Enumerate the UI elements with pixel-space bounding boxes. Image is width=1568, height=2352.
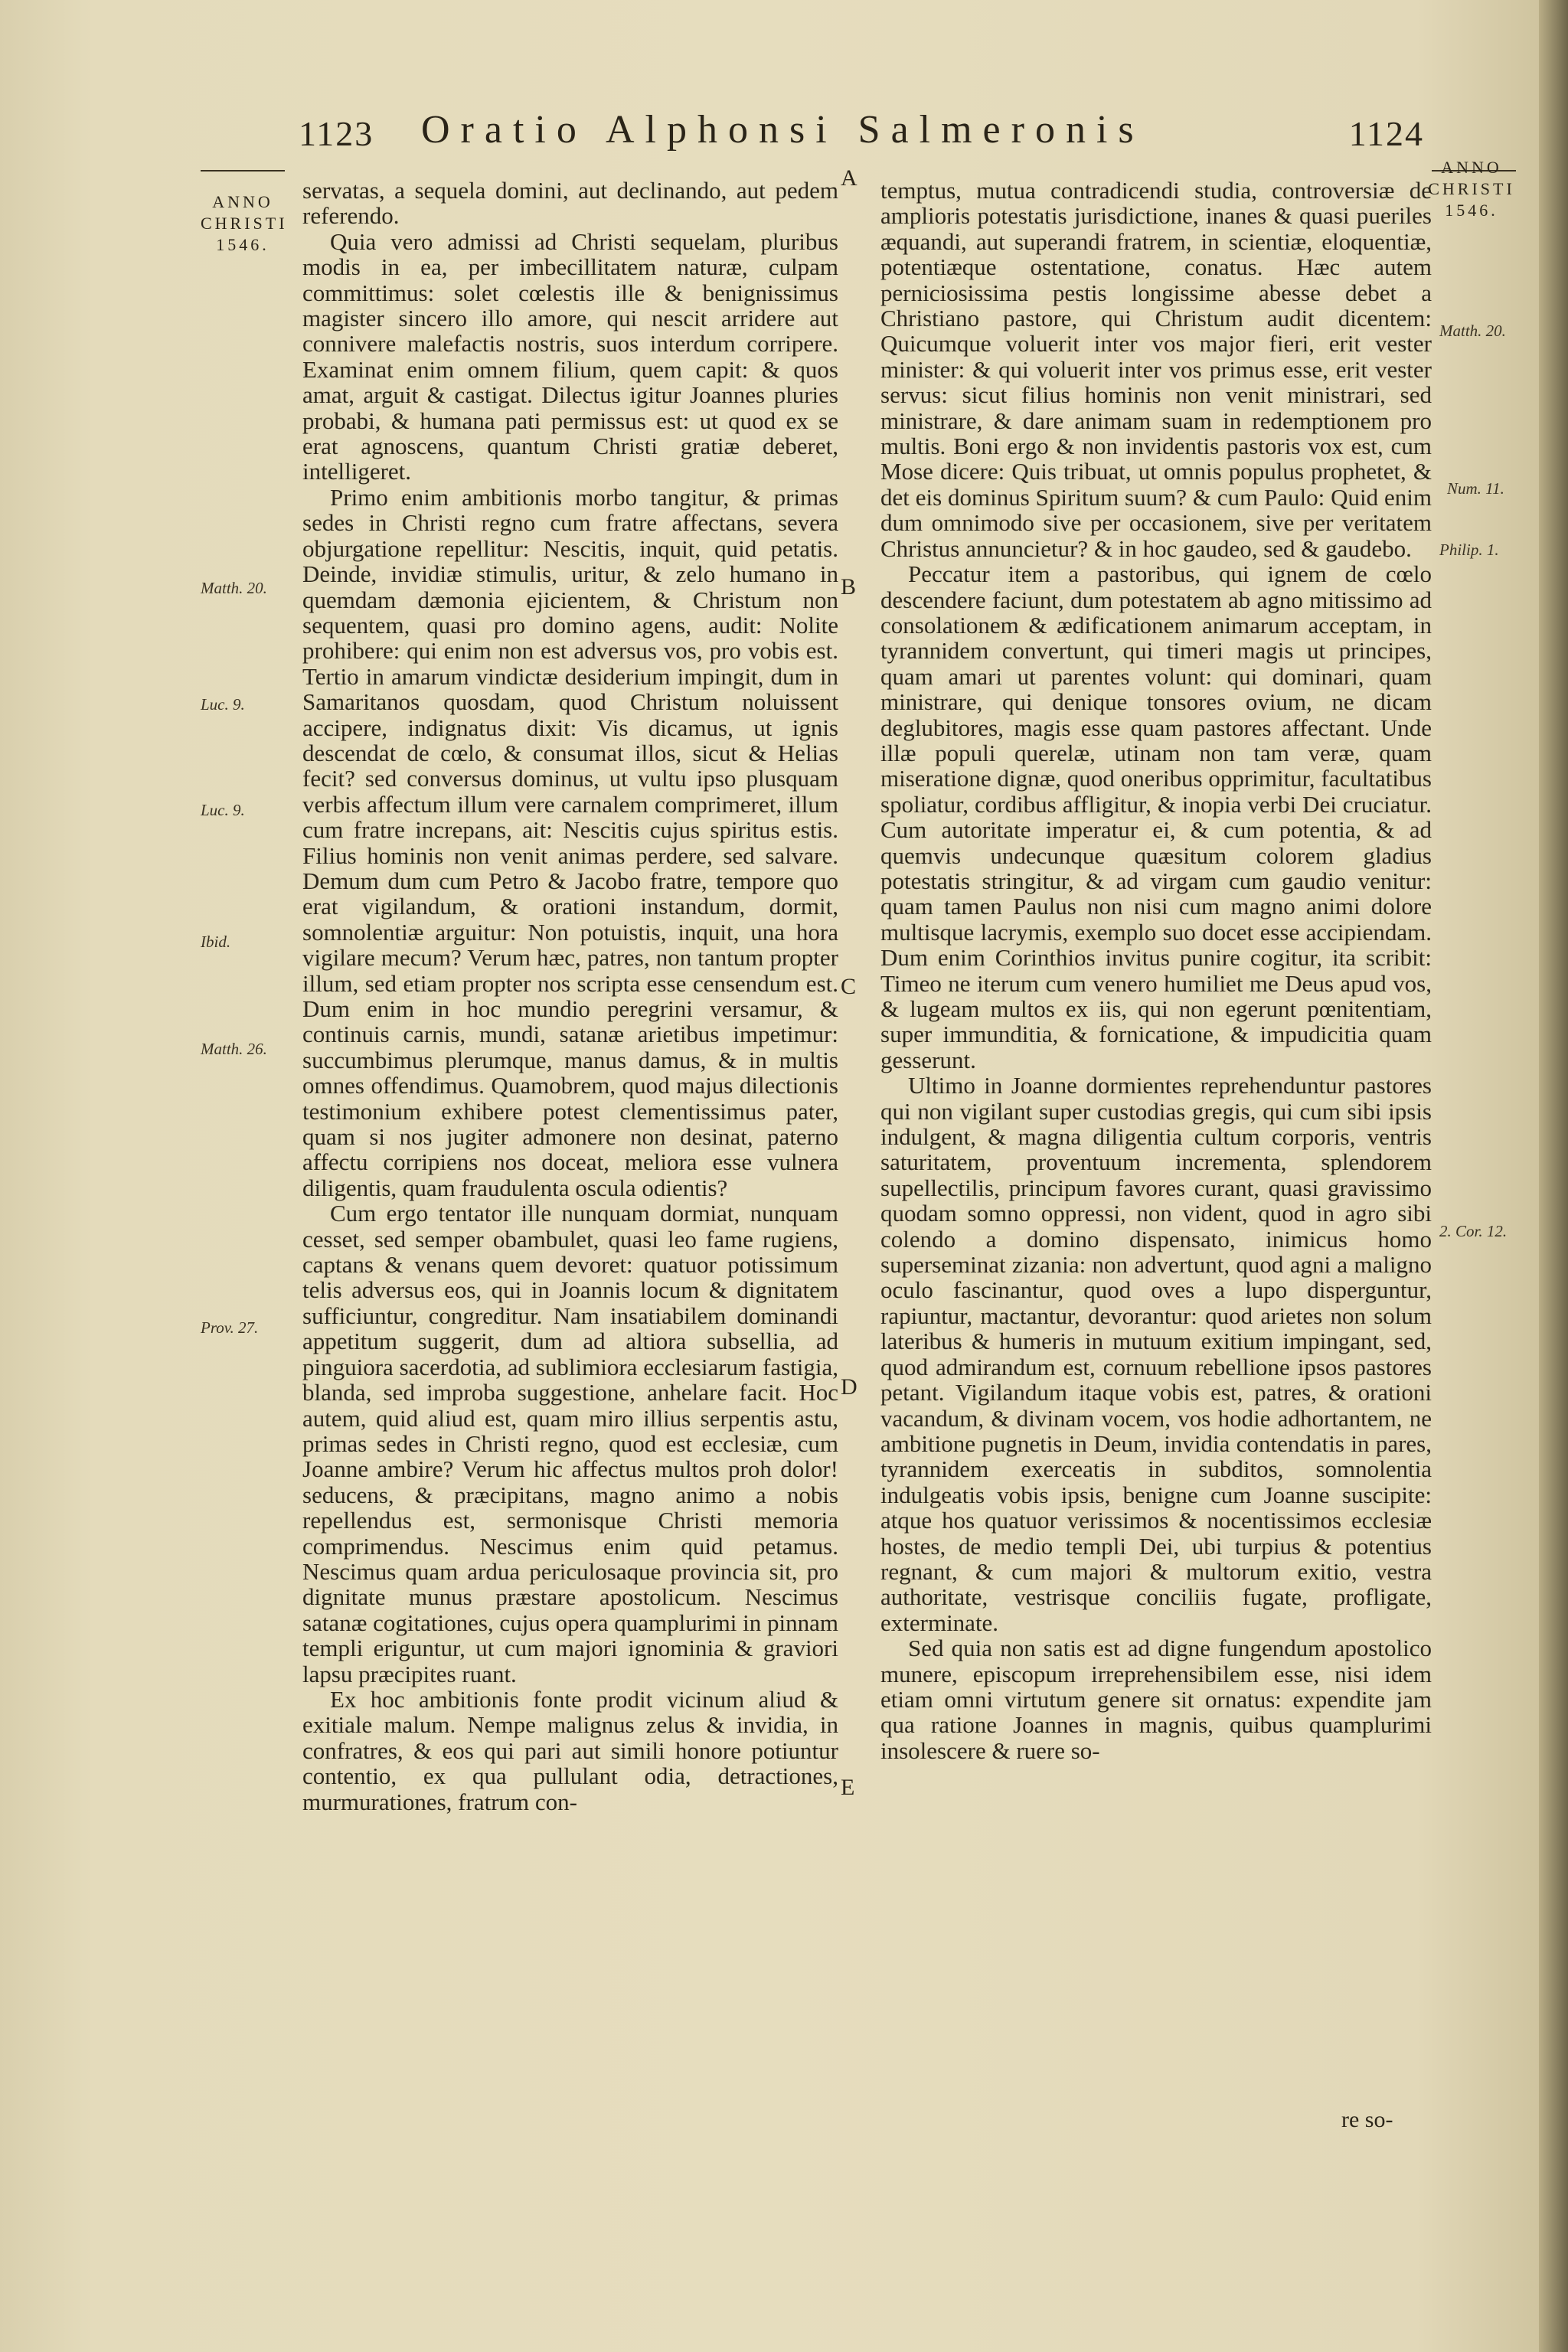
- paragraph: servatas, a sequela domini, aut declinando, aut pedem referendo.: [302, 177, 838, 230]
- margin-note-right: Philip. 1.: [1439, 541, 1499, 559]
- year-label: 1546.: [1445, 201, 1498, 220]
- section-letter: A: [841, 165, 858, 191]
- running-header: [299, 107, 1439, 161]
- page-number-left: 1123: [299, 114, 374, 153]
- year-label: 1546.: [216, 235, 270, 254]
- section-letter: E: [841, 1775, 855, 1800]
- catchword: re so-: [1341, 2107, 1393, 2132]
- paragraph: temptus, mutua contradicendi studia, controversiæ de amplioris potestatis jurisdictione, inanes & quasi pueriles æquandi, aut superandi fratrem, in scientiæ, eloquentiæ, potentiæque ostentatione, conatus. Hæc autem perniciosissima pestis longissime abesse debet a Christiano pastore, qui Christum audit dicentem: Quicumque voluerit inter vos major fieri, erit vester minister: & qui voluerit inter vos primus esse, erit vester servus: sicut filius hominis non venit ministrari, sed ministrare, & dare animam suam in redemptionem pro multis. Boni ergo & non invidentis pastoris vox est, cum Mose dicere: Quis tribuat, ut omnis populus prophetet, & det eis dominus Spiritum suum? & cum Paulo: Quid enim dum omnimodo sive per occasionem, sive per veritatem Christus annuncietur? & in hoc gaudeo, sed & gaudebo.: [880, 177, 1432, 562]
- section-letter: B: [841, 574, 857, 599]
- running-title: Oratio Alphonsi Salmeronis: [421, 108, 1145, 152]
- margin-note-left: Matth. 26.: [201, 1040, 267, 1058]
- book-spine: [1539, 0, 1568, 2352]
- paragraph: Cum ergo tentator ille nunquam dormiat, nunquam cesset, sed semper obambulet, quasi leo fame rugiens, captans & venans quem devoret: quatuor potissimum telis adversus eos, qui in Joannis locum & dignitatem sufficiuntur, congreditur. Nam insatiabilem dominandi appetitum suggerit, dum ad altiora subsellia, ad pinguiora sacerdotia, ad sublimiora ecclesiarum fastigia, blanda, sed improba suggestione, anhelare facit. Hoc autem, quid aliud est, quam miro illius serpentis astu, primas sedes in Christi regno, quod est ecclesiæ, cum Joanne ambire? Verum hic affectus multos proh dolor! seducens, & præcipitans, magno animo a nobis repellendus est, sermonisque Christi memoria comprimendus. Nescimus enim quid petamus. Nescimus quam ardua periculosaque provincia sit, pro dignitate munus præstare apostolicum. Nescimus satanæ cogitationes, cujus opera quamplurimi in pinnam templi eriguntur, ut cum majori ignominia & graviori lapsu præcipites ruant.: [302, 1200, 838, 1687]
- paragraph: Sed quia non satis est ad digne fungendum apostolico munere, episcopum irreprehensibilem esse, nisi idem etiam omni virtutum genere sit ornatus: expendite jam qua ratione Joannes in magnis, quibus quamplurimi insolescere & ruere so-: [880, 1635, 1432, 1764]
- anno-label: ANNO: [212, 192, 273, 211]
- text-column-right: [880, 178, 1432, 1763]
- christi-label: CHRISTI: [1428, 179, 1515, 198]
- margin-note-left: Luc. 9.: [201, 801, 245, 819]
- paragraph: Peccatur item a pastoribus, qui ignem de cœlo descendere faciunt, dum potestatem ab agno mitissimo ad consolationem & ædificationem animarum acceptam, in tyrannidem convertunt, qui timeri magis ut principes, quam amari ut parentes volunt: qui dominari, quam ministrare, qui denique tonsores ovium, ne dicam deglubitores, magis esse quam pastores affectant. Unde illæ populi querelæ, utinam non tam veræ, quam miseratione dignæ, quod oneribus opprimitur, facultatibus spoliatur, cordibus affligitur, & inopia verbi Dei cruciatur. Cum autoritate imperatur ei, & cum potentia, & ad quemvis undecunque quæsitum colorem gladius potestatis stringitur, & ad virgam cum gaudio venitur: quam tamen Paulus non nisi cum magno animi dolore multisque lacrymis, exemplo suo docet esse accipiendam. Dum enim Corinthios invitus punire cogitur, ita scribit: Timeo ne iterum cum venero humiliet me Deus apud vos, & lugeam multos ex iis, qui non egerunt pœnitentiam, super immunditia, & fornicatione, & impudicitia quam gesserunt.: [880, 560, 1432, 1073]
- margin-note-right: Num. 11.: [1447, 479, 1504, 498]
- margin-note-right: Matth. 20.: [1439, 322, 1506, 340]
- paragraph: Ex hoc ambitionis fonte prodit vicinum aliud & exitiale malum. Nempe malignus zelus & invidia, in confratres, & eos qui pari aut simili honore potiuntur contentio, ex qua pullulant odia, detractiones, murmurationes, fratrum con-: [302, 1685, 838, 1815]
- margin-note-right: 2. Cor. 12.: [1439, 1222, 1508, 1240]
- margin-note-left: Matth. 20.: [201, 579, 267, 597]
- christi-label: CHRISTI: [201, 214, 288, 233]
- page-number-right: 1124: [1348, 114, 1424, 153]
- anno-label: ANNO: [1441, 158, 1502, 177]
- margin-note-left: Ibid.: [201, 933, 231, 951]
- year-note-right: [1426, 157, 1517, 221]
- section-letter: D: [841, 1374, 858, 1400]
- margin-note-left: Luc. 9.: [201, 695, 245, 714]
- paragraph: Ultimo in Joanne dormientes reprehenduntur pastores qui non vigilant super custodias gregis, qui cum sibi ipsis indulgent, & magna diligentia cultum corporis, ventris saturitatem, proventuum incrementa, splendorem supellectilis, principum favores curant, quasi gravissimo quodam somno oppressi, non vident, quod in agro sibi colendo a domino dispensato, inimicus homo superseminat zizania: non advertunt, quod agni a maligno oculo fascinantur, quod oves a lupo disperguntur, rapiuntur, mactantur, devorantur: quod arietes non solum lateribus & humeris in mutuum exitium impingant, sed, quod admirandum est, cornuum rebellione ipsos pastores petant. Vigilandum itaque vobis est, patres, & orationi vacandum, & divinam vocem, vos hodie adhortantem, ne ambitione pugnetis in Deum, invidia contendatis in pares, tyrannidem exerceatis in subditos, somnolentia indulgeatis vobis ipsis, benigne cum Joanne suscipite: atque hos quatuor verissimos & nocentissimos ecclesiæ hostes, de medio templi Dei, ubi turpius & potentius regnant, & cum majori & multorum exitio, vestra authoritate, vestrisque conciliis fugate, profligate, exterminate.: [880, 1072, 1432, 1636]
- paragraph: Primo enim ambitionis morbo tangitur, & primas sedes in Christi regno cum fratre affectans, severa objurgatione repellitur: Nescitis, inquit, quid petatis. Deinde, invidiæ stimulis, uritur, & zelo humano in quemdam dæmonia ejicientem, & Christum non sequentem, quasi pro domino agens, audit: Nolite prohibere: qui enim non est adversus vos, pro vobis est. Tertio in amarum vindictæ desiderium impingit, dum in Samaritanos quosdam, quod Christum noluissent accipere, indignatus dixit: Vis dicamus, ut ignis descendat de cœlo, & consumat illos, sicut & Helias fecit? sed conversus dominus, ut vultu ipso plusquam verbis affectum illum vere carnalem comprimeret, illum cum fratre increpans, ait: Nescitis cujus spiritus estis. Filius hominis non venit animas perdere, sed salvare. Demum dum cum Petro & Jacobo fratre, tempore quo erat vigilandum, & orationi instandum, dormit, somnolentiæ arguitur: Non potuistis, inquit, una hora vigilare mecum? Verum hæc, patres, non tantum propter illum, sed etiam propter nos scripta esse censendum est. Dum enim in hoc mundio peregrini versamur, & continuis carnis, mundi, satanæ arietibus impetimur: succumbimus plerumque, manus damus, & in multis omnes offendimus. Quamobrem, quod majus dilectionis testimonium exhibere potest clementissimus pater, quam si nos jugiter admonere non desinat, paterno affectu corripiens nos doceat, meliora esse vulnera diligentis, quam fraudulenta oscula odientis?: [302, 483, 838, 1201]
- year-note-left: [201, 191, 288, 256]
- year-rule-left: [201, 170, 285, 172]
- text-column-left: [302, 178, 838, 1815]
- section-letter: C: [841, 974, 857, 999]
- margin-note-left: Prov. 27.: [201, 1318, 259, 1337]
- paragraph: Quia vero admissi ad Christi sequelam, pluribus modis in ea, per imbecillitatem naturæ, culpam committimus: solet cœlestis ille & benignissimus magister sincero illo amore, qui nescit arridere aut connivere malefactis nostris, suos interdum corripere. Examinat enim omnem filium, quem capit: & quos amat, arguit & castigat. Dilectus igitur Joannes pluries probabi, & humana pati permissus est: ut quod ex se erat agnoscens, quantum Christi gratiæ deberet, intelligeret.: [302, 227, 838, 485]
